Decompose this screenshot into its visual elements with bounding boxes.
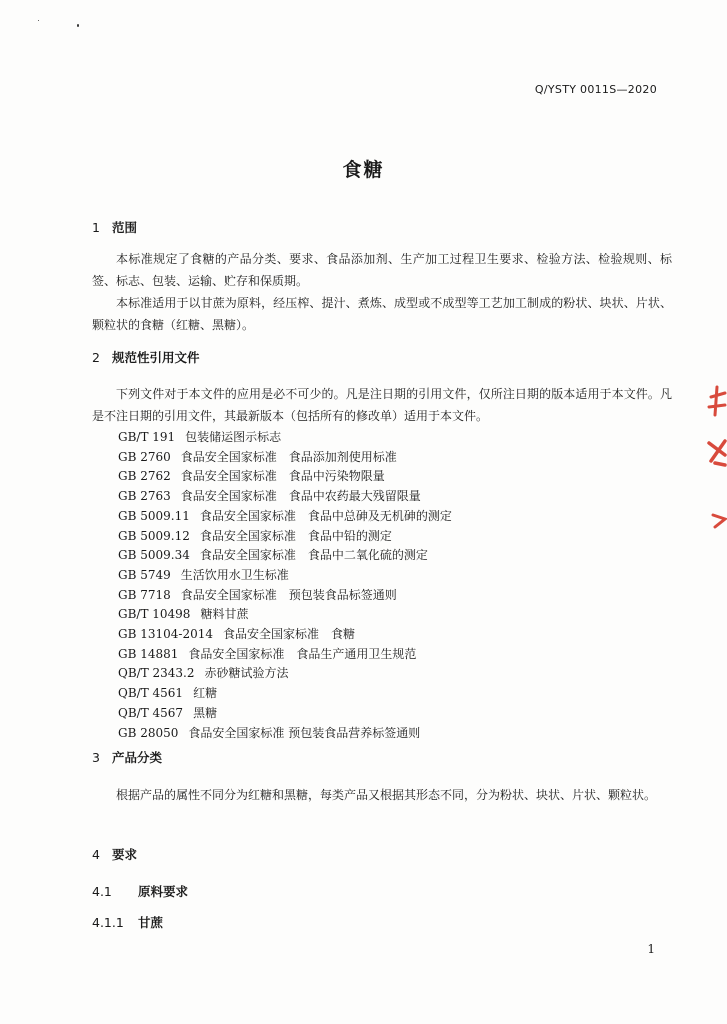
reference-item [118,704,452,724]
reference-title: 包装储运图示标志 [185,430,282,444]
reference-code: GB/T 10498 [118,607,191,622]
reference-title: 食品安全国家标准 食品中总砷及无机砷的测定 [199,508,452,523]
section-1-paragraph-1: 本标准规定了食糖的产品分类、要求、食品添加剂、生产加工过程卫生要求、检验方法、检验规则、标签、标志、包装、运输、贮存和保质期。 [92,252,672,288]
reference-title: 糖料甘蔗 [200,607,249,622]
reference-item [118,487,452,507]
reference-list [118,428,452,743]
section-title: 甘蔗 [138,915,164,930]
reference-title: 生活饮用水卫生标准 [180,567,289,582]
reference-item [118,724,452,744]
section-title: 要求 [112,847,138,862]
stamp-fragment-graphic [705,375,727,545]
reference-title: 食品安全国家标准 食品生产通用卫生规范 [188,646,417,661]
section-2-heading [92,348,200,366]
reference-code: GB 2763 [118,489,171,504]
reference-code: GB 13104-2014 [118,627,213,642]
section-title: 范围 [112,220,138,235]
reference-code: GB 7718 [118,587,171,602]
reference-code: GB 2760 [118,449,171,464]
reference-code: QB/T 4567 [118,705,184,720]
reference-title: 食品安全国家标准 食品中农药最大残留限量 [180,489,421,504]
reference-title: 食品安全国家标准 预包装食品标签通则 [180,587,397,602]
section-title: 产品分类 [112,750,163,765]
reference-title: 红糖 [193,686,218,701]
reference-code: QB/T 4561 [118,686,184,701]
reference-item [118,586,452,606]
section-number: 4.1.1 [92,915,124,930]
section-number: 3 [92,750,100,765]
reference-item [118,645,452,665]
section-1-paragraph-2: 本标准适用于以甘蔗为原料，经压榨、提汁、煮炼、成型或不成型等工艺加工制成的粉状、块状、片状、颗粒状的食糖（红糖、黑糖）。 [92,296,672,332]
reference-item [118,467,452,487]
reference-title: 食品安全国家标准 食品中污染物限量 [180,469,385,484]
reference-title: 赤砂糖试验方法 [204,666,289,681]
section-title: 规范性引用文件 [112,350,200,365]
reference-item [118,605,452,625]
section-4-1-heading [92,882,188,900]
reference-code: GB 5009.34 [118,548,190,563]
reference-title: 黑糖 [193,705,218,720]
reference-title: 食品安全国家标准 食品中铅的测定 [199,528,392,543]
reference-item [118,507,452,527]
section-number: 2 [92,350,100,365]
reference-code: GB 14881 [118,646,179,661]
section-number: 4.1 [92,884,112,899]
reference-code: GB 28050 [118,725,179,740]
reference-title: 食品安全国家标准 预包装食品营养标签通则 [188,725,421,740]
section-title: 原料要求 [138,884,189,899]
section-number: 4 [92,847,100,862]
reference-item [118,546,452,566]
section-3-heading [92,748,162,766]
scan-speck [77,24,79,27]
document-code: Q/YSTY 0011S—2020 [534,83,657,96]
page-number: 1 [647,942,655,956]
reference-code: GB 5749 [118,567,171,582]
reference-item [118,664,452,684]
reference-code: GB 5009.11 [118,508,190,523]
reference-item [118,527,452,547]
section-2-intro: 下列文件对于本文件的应用是必不可少的。凡是注日期的引用文件，仅所注日期的版本适用于本文件。凡是不注日期的引用文件，其最新版本（包括所有的修改单）适用于本文件。 [92,387,672,423]
reference-item [118,448,452,468]
document-title: 食糖 [342,159,385,181]
section-3-paragraph: 根据产品的属性不同分为红糖和黑糖，每类产品又根据其形态不同，分为粉状、块状、片状、颗粒状。 [116,788,657,802]
reference-item [118,566,452,586]
reference-code: QB/T 2343.2 [118,666,195,681]
section-number: 1 [92,220,100,235]
reference-item [118,625,452,645]
reference-title: 食品安全国家标准 食品中二氧化硫的测定 [199,548,428,563]
reference-item [118,684,452,704]
section-1-heading [92,218,137,236]
reference-code: GB/T 191 [118,430,176,444]
reference-code: GB 2762 [118,469,171,484]
section-4-heading [92,845,137,863]
red-stamp-fragment [705,375,727,545]
reference-item [118,428,452,448]
section-4-1-1-heading [92,913,163,931]
reference-title: 食品安全国家标准 食品添加剂使用标准 [180,449,397,464]
scan-speck [38,20,39,21]
reference-title: 食品安全国家标准 食糖 [223,627,356,642]
reference-code: GB 5009.12 [118,528,190,543]
